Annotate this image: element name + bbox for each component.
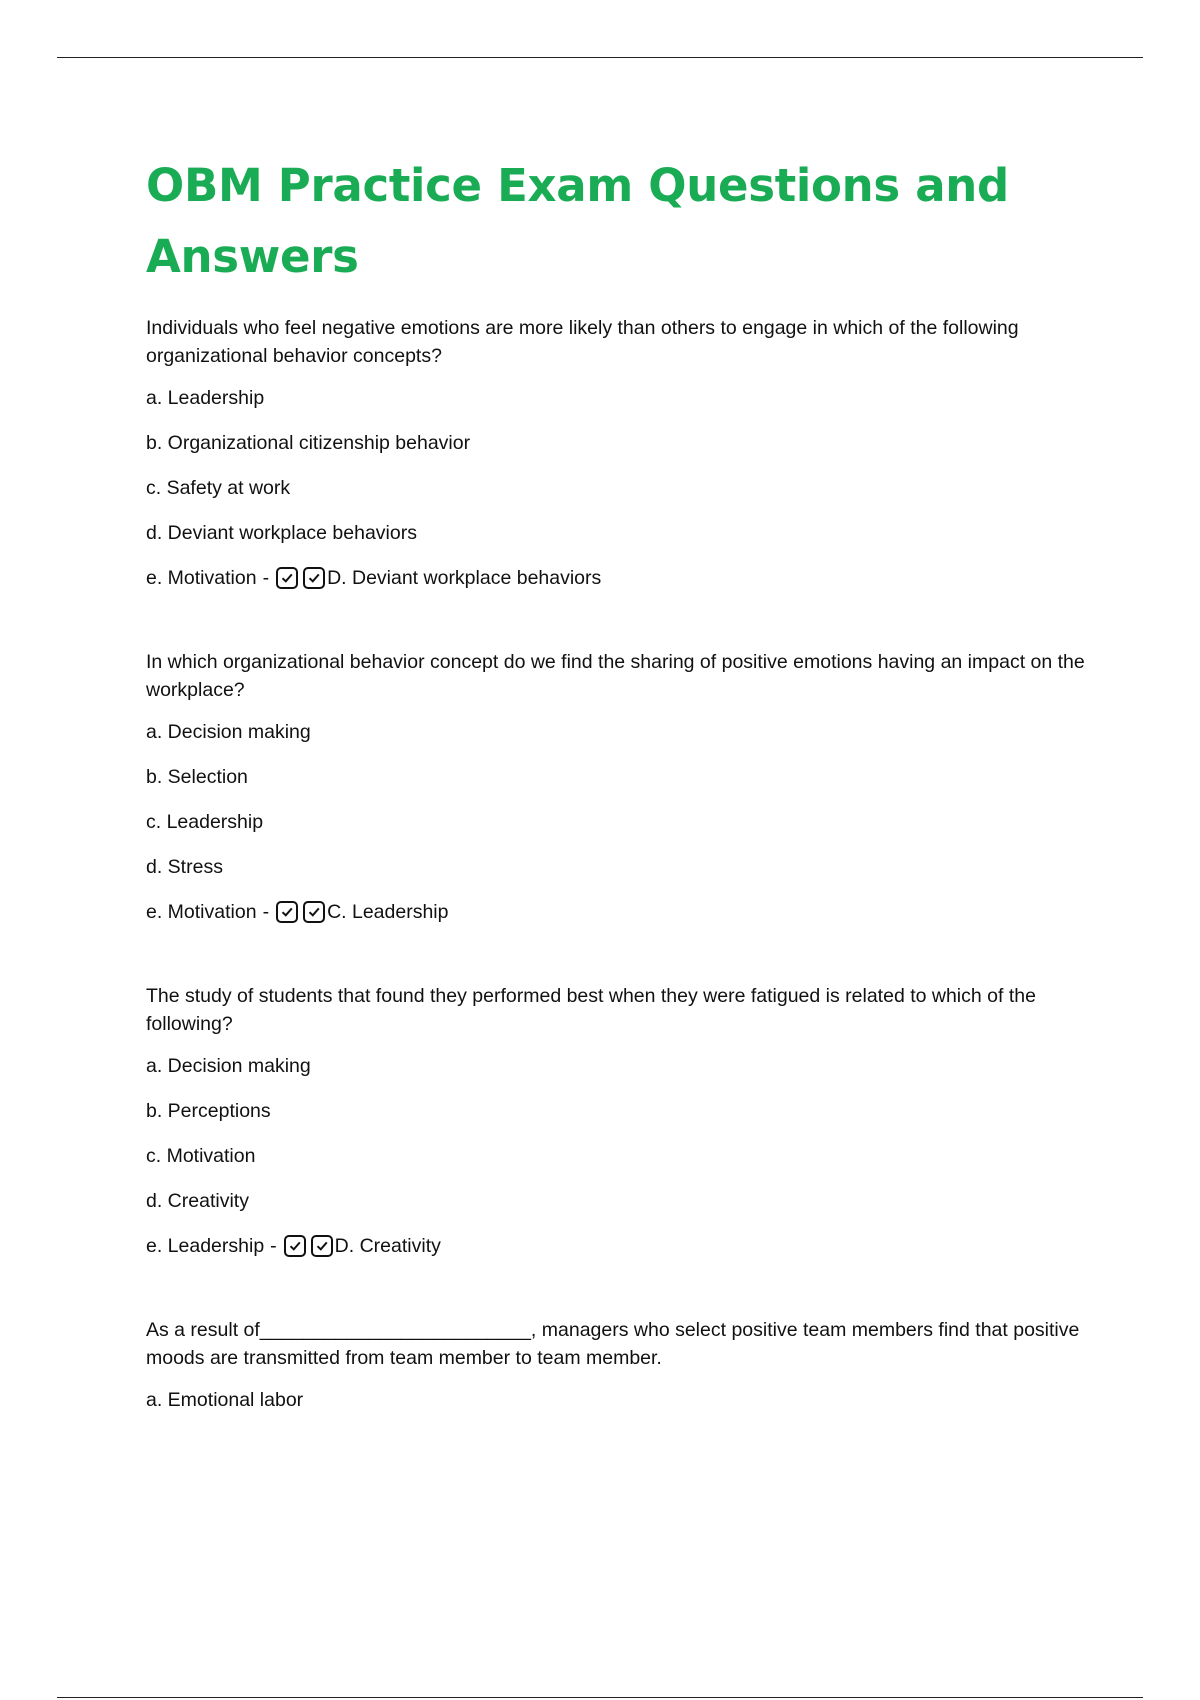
option-c: c. Leadership bbox=[146, 811, 264, 833]
option-e-with-answer bbox=[146, 564, 1086, 592]
correct-answer: D. Deviant workplace behaviors bbox=[327, 567, 602, 589]
option-a: a. Decision making bbox=[146, 1055, 311, 1077]
question-1 bbox=[146, 314, 1086, 592]
document-body bbox=[146, 150, 1086, 1431]
option-e: e. Motivation bbox=[146, 567, 257, 589]
checkbox-checked-icon bbox=[303, 901, 325, 923]
option-e-with-answer bbox=[146, 898, 1086, 926]
question-text: Individuals who feel negative emotions are more likely than others to engage in which of the following organizational behavior concepts? bbox=[146, 317, 1019, 367]
bottom-rule bbox=[57, 1697, 1143, 1698]
option-c: c. Safety at work bbox=[146, 477, 291, 499]
separator: - bbox=[262, 901, 270, 923]
option-e-with-answer bbox=[146, 1232, 1086, 1260]
correct-answer: D. Creativity bbox=[334, 1235, 441, 1257]
option-e: e. Motivation bbox=[146, 901, 257, 923]
option-a: a. Emotional labor bbox=[146, 1389, 304, 1411]
option-b: b. Organizational citizenship behavior bbox=[146, 432, 471, 454]
option-b: b. Selection bbox=[146, 766, 248, 788]
checkbox-checked-icon bbox=[276, 567, 298, 589]
top-rule bbox=[57, 57, 1143, 58]
question-3 bbox=[146, 982, 1086, 1260]
question-4 bbox=[146, 1316, 1086, 1414]
option-a: a. Decision making bbox=[146, 721, 311, 743]
separator: - bbox=[262, 567, 270, 589]
question-text: The study of students that found they performed best when they were fatigued is related to which of the following? bbox=[146, 985, 1036, 1035]
option-d: d. Stress bbox=[146, 856, 223, 878]
option-b: b. Perceptions bbox=[146, 1100, 271, 1122]
correct-answer: C. Leadership bbox=[327, 901, 449, 923]
question-2 bbox=[146, 648, 1086, 926]
option-c: c. Motivation bbox=[146, 1145, 256, 1167]
checkbox-checked-icon bbox=[303, 567, 325, 589]
checkbox-checked-icon bbox=[311, 1235, 333, 1257]
checkbox-checked-icon bbox=[276, 901, 298, 923]
separator: - bbox=[270, 1235, 277, 1257]
document-title: OBM Practice Exam Questions and Answers bbox=[146, 159, 1009, 283]
question-text: In which organizational behavior concept do we find the sharing of positive emotions having an impact on the workplace? bbox=[146, 651, 1085, 701]
question-text: As a result of_________________________, managers who select positive team members find that positive moods are transmitted from team member to team member. bbox=[146, 1319, 1080, 1369]
option-a: a. Leadership bbox=[146, 387, 265, 409]
option-e: e. Leadership bbox=[146, 1235, 265, 1257]
option-d: d. Deviant workplace behaviors bbox=[146, 522, 417, 544]
checkbox-checked-icon bbox=[284, 1235, 306, 1257]
option-d: d. Creativity bbox=[146, 1190, 249, 1212]
